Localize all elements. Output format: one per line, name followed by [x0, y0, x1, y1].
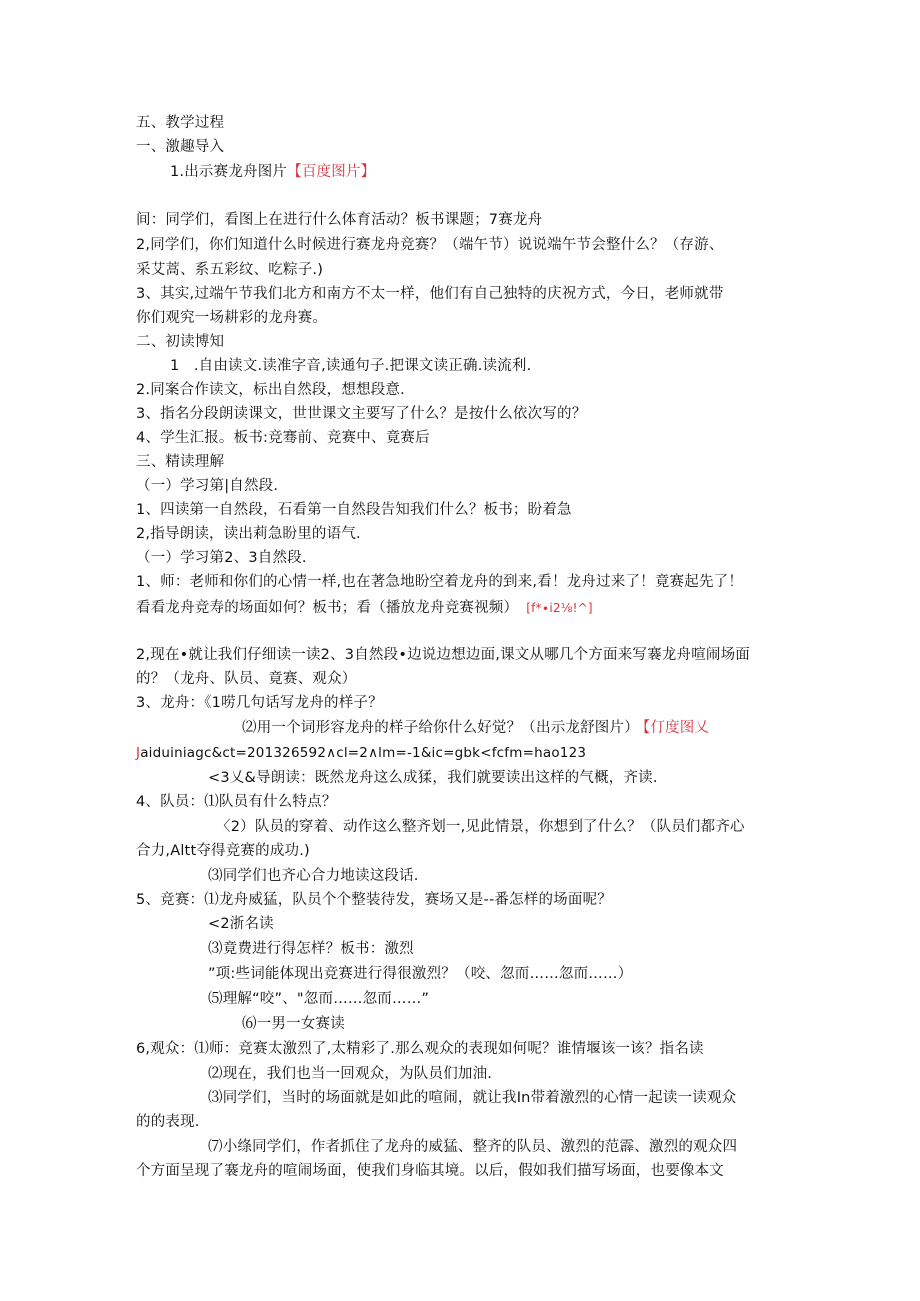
- text-line: 2.同案合作读文，标出自然段，想想段意.: [136, 382, 405, 398]
- video-link[interactable]: [f*∙i2⅛!^]: [526, 601, 593, 615]
- subheading: （一）学习第2、3自然段.: [136, 550, 307, 566]
- text-line: 〈2）队员的穿着、动作这么整齐划一,见此情景，你想到了什么？（队员们都齐心: [216, 819, 745, 835]
- text-line: 4、学生汇报。板书:竞骞前、竞赛中、竟赛后: [136, 430, 430, 446]
- text-line: 2,指导朗读，读出莉急盼里的语气.: [136, 526, 361, 542]
- text-line: 间：同学们，看图上在进行什么体育活动？板书课题；7赛龙舟: [136, 212, 543, 228]
- text-line: 6,观众：⑴师：竞赛太激烈了,太精彩了.那么观众的表现如何呢？谁情堰该一该？指名读: [136, 1041, 704, 1057]
- text-line: 1 .自由读文.读准字音,读通句子.把课文读正确.读流利.: [170, 358, 532, 374]
- heading-close-read: 三、精读理解: [136, 454, 225, 470]
- text-line: ⑶同学们也齐心合力地读这段话.: [208, 868, 419, 884]
- image-link[interactable]: 【仃度图乂: [642, 720, 710, 736]
- text-line: ⑹一男一女赛读: [242, 1016, 345, 1032]
- text-line: 1、四读第一自然段，石看第一自然段告知我们什么？板书；盼着急: [136, 502, 572, 518]
- text-line: ⑵用一个词形容龙舟的样子给你什么好觉？（出示龙舒图片） 【仃度图乂: [242, 720, 710, 736]
- baidu-image-link[interactable]: 【百度图片】: [287, 164, 376, 180]
- text-line: 的的表现.: [136, 1114, 200, 1130]
- text-line: ⑵现在，我们也当一回观众，为队员们加油.: [208, 1066, 493, 1082]
- text-line: 4、队员：⑴队员有什么特点？: [136, 794, 337, 810]
- text-line: <2浙名读: [208, 916, 274, 932]
- text-line: 的？（龙舟、队员、竟赛、观众）: [136, 671, 357, 687]
- text-line: 看看龙舟竞寿的场面如何？板书；看（播放龙舟竞赛视频） [f*∙i2⅛!^]: [136, 600, 593, 616]
- subheading: （一）学习第|自然段.: [136, 478, 279, 494]
- text-line: ⑶同学们，当时的场面就是如此的喧闹，就让我In带着激烈的心情一起读一读观众: [208, 1090, 737, 1106]
- text-line: 个方面呈现了褰龙舟的喧闹场面，使我们身临其境。以后，假如我们描写场面，也要像本文: [136, 1163, 724, 1179]
- text-line: 你们观究一场耕彩的龙舟赛。: [136, 310, 328, 326]
- url-line[interactable]: Jaiduiniagc&ct=201326592∧cl=2∧lm=-1&ic=gbk<fcfm=hao123: [136, 745, 587, 761]
- text-line: ”项:些词能体现出竞赛进行得很激烈？（咬、忽而……忽而……）: [208, 966, 633, 982]
- text-line: 合力,Altt夺得竞赛的成功.): [136, 843, 310, 859]
- text-line: 1.出示赛龙舟图片【百度图片】: [170, 164, 376, 180]
- heading-first-read: 二、初读博知: [136, 334, 225, 350]
- text-line: 5、竞赛：⑴龙舟威猛，队员个个整装待发，赛场又是--番怎样的场面呢？: [136, 892, 612, 908]
- text-line: 1、师：老师和你们的心情一样,也在著急地盼空着龙舟的到来,看！龙舟过来了！竟赛起先了！: [136, 574, 744, 590]
- text-line: 2,现在•就让我们仔细读一读2、3自然段•边说边想边面,课文从哪几个方面来写褰龙舟喧闹场面: [136, 647, 750, 663]
- text-line: 3、其实,过端午节我们北方和南方不太一样，他们有自己独特的庆祝方式，今日，老师就带: [136, 286, 724, 302]
- text-line: 2,同学们，你们知道什么时候进行赛龙舟竞赛？（端午节）说说端午节会整什么？（存游、: [136, 237, 724, 253]
- text-line: 3、龙舟：《1唠几句话写龙舟的样子？: [136, 695, 383, 711]
- heading-intro: 一、激趣导入: [136, 139, 225, 155]
- text-line: 采艾蒿、系五彩纹、吃粽子.): [136, 262, 324, 278]
- text-line: ⑸理解“咬”、"忽而……忽而……”: [208, 991, 430, 1007]
- text-line: <3乂&导朗读：既然龙舟这么成猱，我们就要读出这样的气概，齐读.: [208, 770, 658, 786]
- text-line: ⑶竟费进行得怎样？板书：激烈: [208, 941, 414, 957]
- section-title: 五、教学过程: [136, 115, 225, 131]
- text-line: ⑺小绦同学们，作者抓住了龙舟的威猛、整齐的队员、激烈的范霹、激烈的观众四: [208, 1139, 738, 1155]
- text-line: 3、指名分段朗读课文，世世课文主要写了什么？是按什么依次写的？: [136, 406, 587, 422]
